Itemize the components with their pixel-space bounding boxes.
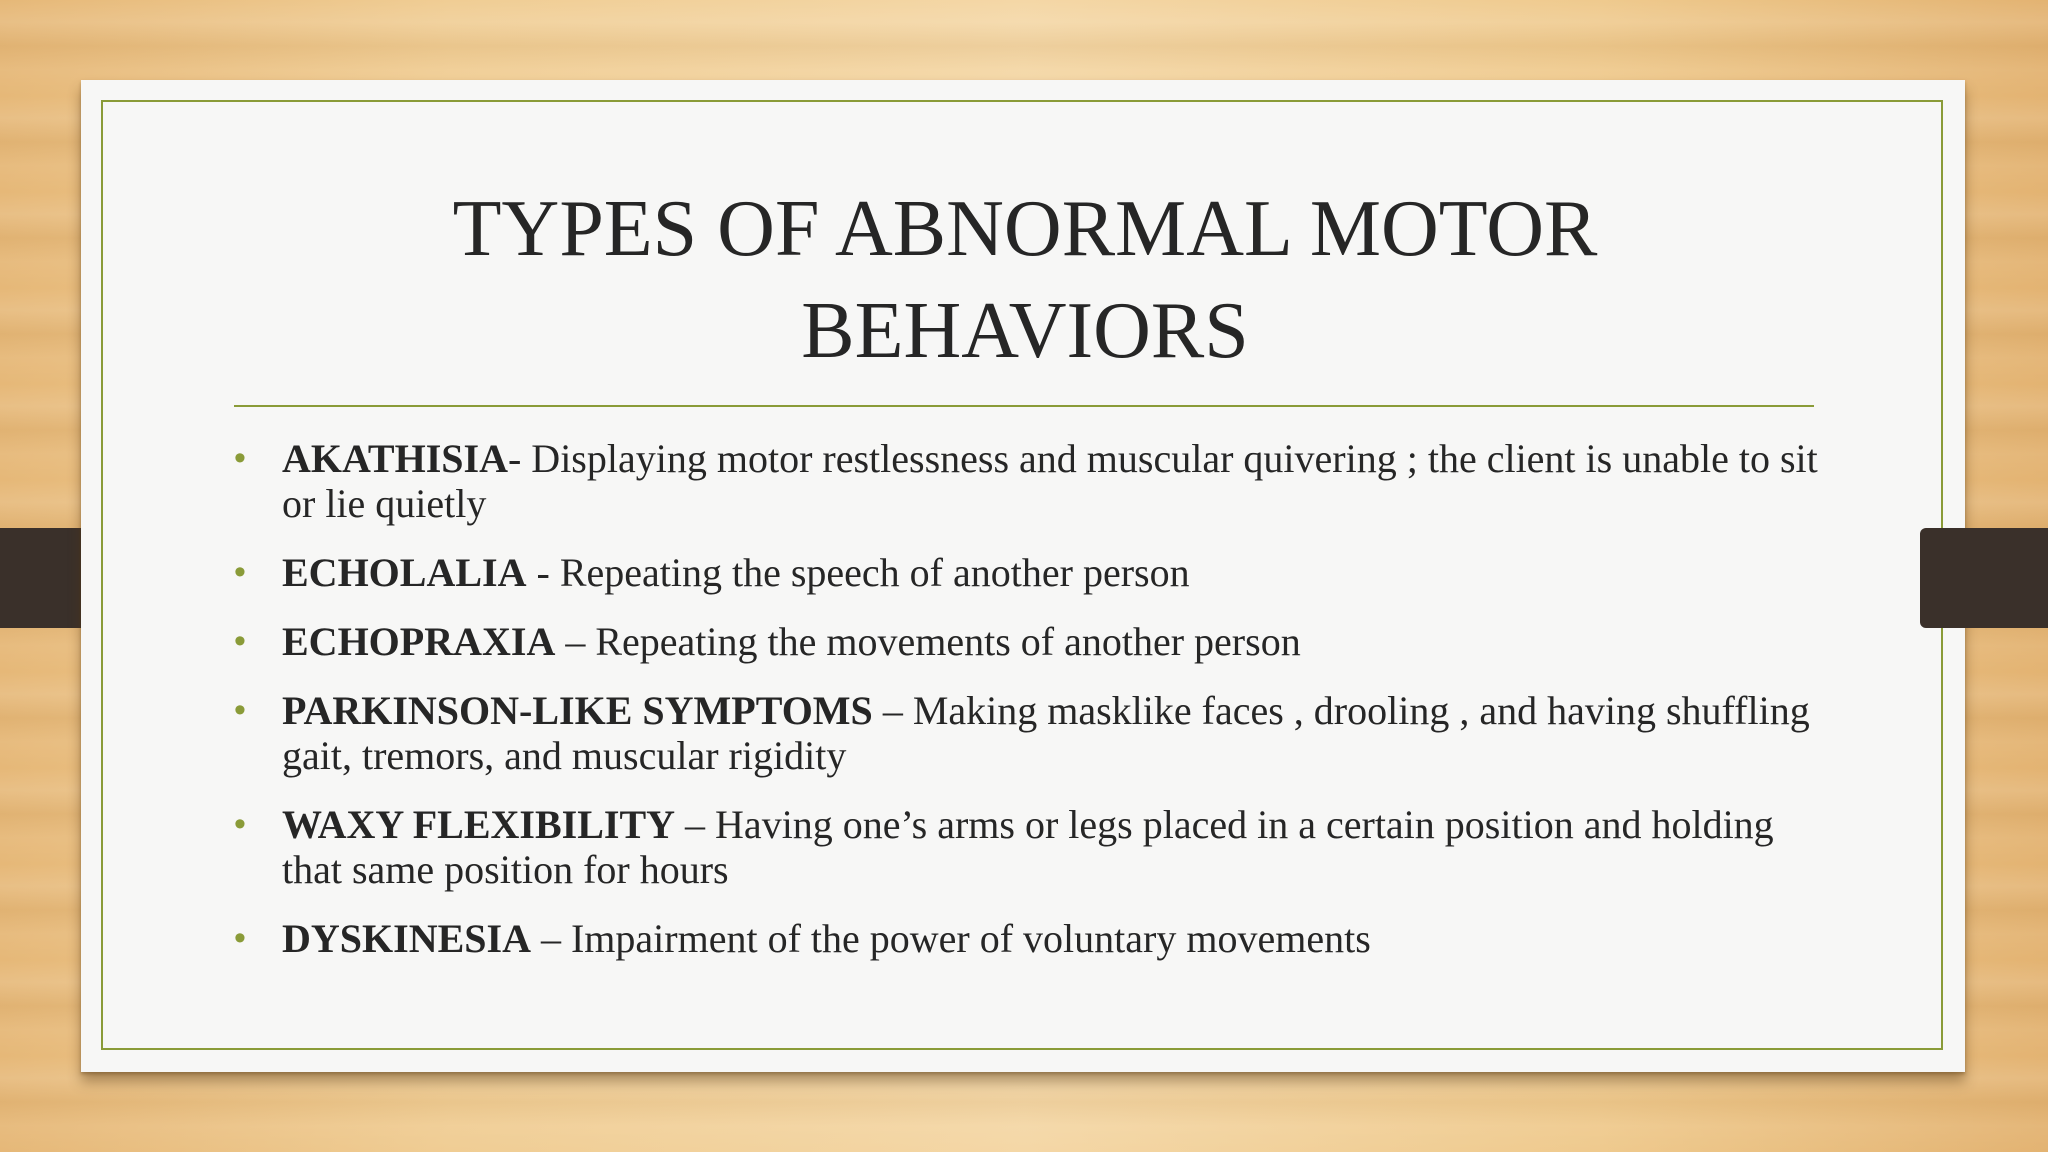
bullet-icon: •: [234, 439, 246, 477]
bullet-item-echopraxia: [234, 619, 1834, 664]
bullet-item-dyskinesia: [234, 916, 1834, 961]
bullet-term: AKATHISIA: [282, 436, 508, 481]
bullet-item-echolalia: [234, 550, 1834, 595]
title-divider: [234, 405, 1814, 407]
bullet-term: DYSKINESIA: [282, 916, 531, 961]
bullet-item-akathisia: [234, 436, 1834, 526]
bullet-term: WAXY FLEXIBILITY: [282, 802, 676, 847]
bullet-term: PARKINSON-LIKE SYMPTOMS: [282, 688, 873, 733]
bullet-description: – Repeating the movements of another person: [555, 619, 1301, 664]
bullet-icon: •: [234, 622, 246, 660]
bullet-icon: •: [234, 691, 246, 729]
bullet-description: – Making masklike faces , drooling , and having shuffling gait, tremors, and muscular rigidity: [282, 688, 1810, 778]
bullet-term: ECHOLALIA: [282, 550, 527, 595]
bullet-item-parkinson-like-symptoms: [234, 688, 1834, 778]
slide-title: TYPES OF ABNORMAL MOTOR BEHAVIORS: [452, 185, 1598, 375]
bullet-icon: •: [234, 805, 246, 843]
bullet-description: - Repeating the speech of another person: [526, 550, 1190, 595]
bullet-description: – Having one’s arms or legs placed in a certain position and holding that same position for hours: [282, 802, 1774, 892]
bullet-list: [234, 436, 1834, 985]
bullet-icon: •: [234, 919, 246, 957]
right-binder-clip: [1920, 528, 2048, 628]
bullet-item-waxy-flexibility: [234, 802, 1834, 892]
bullet-term: ECHOPRAXIA: [282, 619, 556, 664]
bullet-description: - Displaying motor restlessness and muscular quivering ; the client is unable to sit or lie quietly: [282, 436, 1818, 526]
bullet-description: – Impairment of the power of voluntary movements: [530, 916, 1371, 961]
bullet-icon: •: [234, 553, 246, 591]
